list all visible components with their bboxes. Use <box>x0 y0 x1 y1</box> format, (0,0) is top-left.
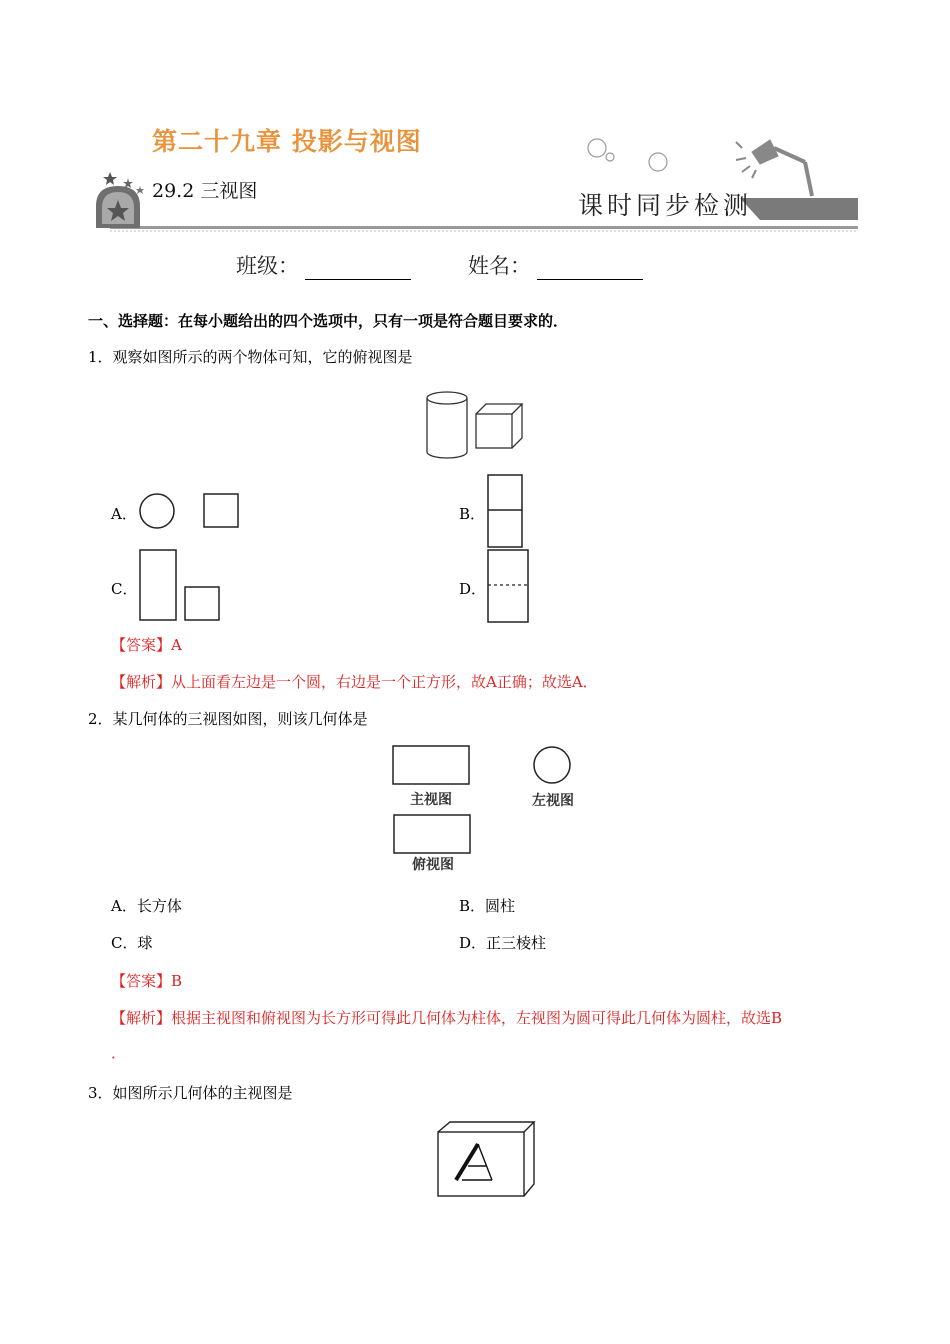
q1-option-c-label[interactable]: C． <box>111 580 138 598</box>
q3-stem: 3．如图所示几何体的主视图是 <box>88 1084 293 1102</box>
name-blank[interactable] <box>537 259 643 280</box>
q1-option-a-figure[interactable] <box>136 490 242 532</box>
q2-option-b[interactable]: B．圆柱 <box>459 897 516 915</box>
q1-option-a-label[interactable]: A． <box>111 505 137 523</box>
part1-heading: 一、选择题：在每小题给出的四个选项中，只有一项是符合题目要求的． <box>88 312 569 330</box>
front-view-rect <box>393 746 469 784</box>
header-banner <box>0 0 950 240</box>
q2-stem: 2．某几何体的三视图如图，则该几何体是 <box>88 710 368 728</box>
q2-option-a[interactable]: A．长方体 <box>111 897 182 915</box>
name-label: 姓名： <box>468 254 531 278</box>
bubble-decoration <box>588 139 606 157</box>
q1-option-c-figure[interactable] <box>138 548 224 624</box>
letter-a-shape <box>456 1144 492 1180</box>
class-label: 班级： <box>236 254 299 278</box>
q3-figure <box>434 1118 538 1200</box>
section-title: 29.2 三视图 <box>152 180 258 202</box>
cylinder-shape <box>427 392 467 458</box>
front-view-label: 主视图 <box>410 792 452 808</box>
bubble-decoration <box>649 153 667 171</box>
q1-answer: 【答案】A <box>111 636 182 654</box>
q1-option-d-figure[interactable] <box>486 548 532 626</box>
bubble-decoration <box>606 153 614 161</box>
q2-answer: 【答案】B <box>111 972 183 990</box>
q1-stem: 1．观察如图所示的两个物体可知，它的俯视图是 <box>88 348 413 366</box>
chapter-title: 第二十九章 投影与视图 <box>152 127 422 156</box>
q2-analysis: 【解析】根据主视图和俯视图为长方形可得此几何体为柱体，左视图为圆可得此几何体为圆柱，故选B <box>111 1009 783 1027</box>
left-view-circle <box>534 747 570 783</box>
q2-option-d[interactable]: D．正三棱柱 <box>459 934 547 952</box>
q1-analysis: 【解析】从上面看左边是一个圆，右边是一个正方形，故A正确；故选A． <box>111 673 598 691</box>
top-view-label: 俯视图 <box>412 857 454 873</box>
q1-figure <box>420 388 530 462</box>
name-field <box>468 250 643 280</box>
banner-text: 课时同步检测 <box>578 191 753 220</box>
box-shape <box>438 1122 534 1196</box>
class-blank[interactable] <box>305 259 411 280</box>
left-view-label: 左视图 <box>532 793 574 809</box>
q1-option-d-label[interactable]: D． <box>459 580 487 598</box>
top-view-rect <box>394 815 470 853</box>
q2-option-c[interactable]: C．球 <box>111 934 153 952</box>
star-badge-icon <box>96 172 144 228</box>
cube-shape <box>476 404 522 448</box>
q2-figure <box>385 740 595 876</box>
q1-option-b-label[interactable]: B． <box>459 505 486 523</box>
q1-option-b-figure[interactable] <box>486 474 526 550</box>
class-field <box>236 250 411 280</box>
q2-analysis-continued: ． <box>111 1044 127 1062</box>
